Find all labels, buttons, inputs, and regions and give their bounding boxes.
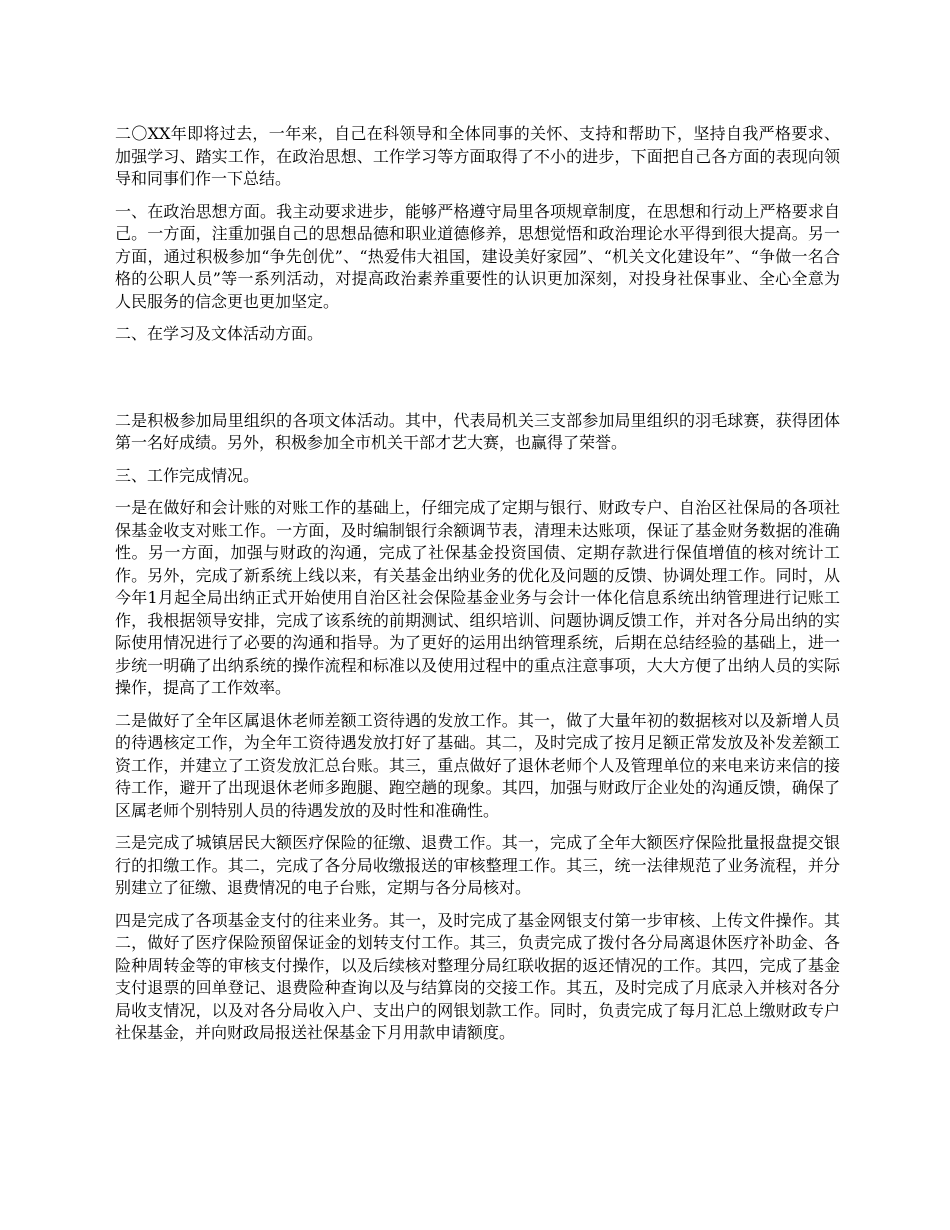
intro-paragraph: 二〇XX年即将过去，一年来，自己在科领导和全体同事的关怀、支持和帮助下，坚持自我严格要求、加强学习、踏实工作，在政治思想、工作学习等方面取得了不小的进步，下面把自己各方面的表现向领导和同事们作一下总结。	[115, 124, 840, 188]
work-item-3-paragraph: 三是完成了城镇居民大额医疗保险的征缴、退费工作。其一，完成了全年大额医疗保险批量报盘提交银行的扣缴工作。其二，完成了各分局收缴报送的审核整理工作。其三，统一法律规范了业务流程，并分别建立了征缴、退费情况的电子台账，定期与各分局核对。	[115, 833, 840, 897]
work-item-4-paragraph: 四是完成了各项基金支付的往来业务。其一，及时完成了基金网银支付第一步审核、上传文件操作。其二，做好了医疗保险预留保证金的划转支付工作。其三，负责完成了拨付各分局离退休医疗补助金、各险种周转金等的审核支付操作，以及后续核对整理分局红联收据的返还情况的工作。其四，完成了基金支付退票的回单登记、退费险种查询以及与结算岗的交接工作。其五，及时完成了月底录入并核对各分局收支情况，以及对各分局收入户、支出户的网银划款工作。同时，负责完成了每月汇总上缴财政专户社保基金，并向财政局报送社保基金下月用款申请额度。	[115, 910, 840, 1042]
political-thought-paragraph: 一、在政治思想方面。我主动要求进步，能够严格遵守局里各项规章制度，在思想和行动上严格要求自己。一方面，注重加强自己的思想品德和职业道德修养，思想觉悟和政治理论水平得到很大提高。另一方面，通过积极参加“争先创优”、“热爱伟大祖国，建设美好家园”、“机关文化建设年”、“争做一名合格的公职人员”等一系列活动，对提高政治素养重要性的认识更加深刻，对投身社保事业、全心全意为人民服务的信念更也更加坚定。	[115, 201, 840, 311]
work-item-1-paragraph: 一是在做好和会计账的对账工作的基础上，仔细完成了定期与银行、财政专户、自治区社保局的各项社保基金收支对账工作。一方面，及时编制银行余额调节表，清理未达账项，保证了基金财务数据的准确性。另一方面，加强与财政的沟通，完成了社保基金投资国债、定期存款进行保值增值的核对统计工作。另外，完成了新系统上线以来，有关基金出纳业务的优化及问题的反馈、协调处理工作。同时，从今年1月起全局出纳正式开始使用自治区社会保险基金业务与会计一体化信息系统出纳管理进行记账工作，我根据领导安排，完成了该系统的前期测试、组织培训、问题协调反馈工作，并对各分局出纳的实际使用情况进行了必要的沟通和指导。为了更好的运用出纳管理系统，后期在总结经验的基础上，进一步统一明确了出纳系统的操作流程和标准以及使用过程中的重点注意事项，大大方便了出纳人员的实际操作，提高了工作效率。	[115, 498, 840, 697]
cultural-activities-paragraph: 二是积极参加局里组织的各项文体活动。其中，代表局机关三支部参加局里组织的羽毛球赛，获得团体第一名好成绩。另外，积极参加全市机关干部才艺大赛，也赢得了荣誉。	[115, 410, 840, 452]
work-item-2-paragraph: 二是做好了全年区属退休老师差额工资待遇的发放工作。其一，做了大量年初的数据核对以及新增人员的待遇核定工作，为全年工资待遇发放打好了基础。其二，及时完成了按月足额正常发放及补发差额工资工作，并建立了工资发放汇总台账。其三，重点做好了退休老师个人及管理单位的来电来访来信的接待工作，避开了出现退休老师多跑腿、跑空趟的现象。其四，加强与财政厅企业处的沟通反馈，确保了区属老师个别特别人员的待遇发放的及时性和准确性。	[115, 710, 840, 820]
document-body	[115, 123, 840, 1055]
blank-gap	[115, 356, 840, 410]
study-activities-heading: 二、在学习及文体活动方面。	[115, 324, 324, 343]
work-completion-heading: 三、工作完成情况。	[115, 465, 260, 485]
